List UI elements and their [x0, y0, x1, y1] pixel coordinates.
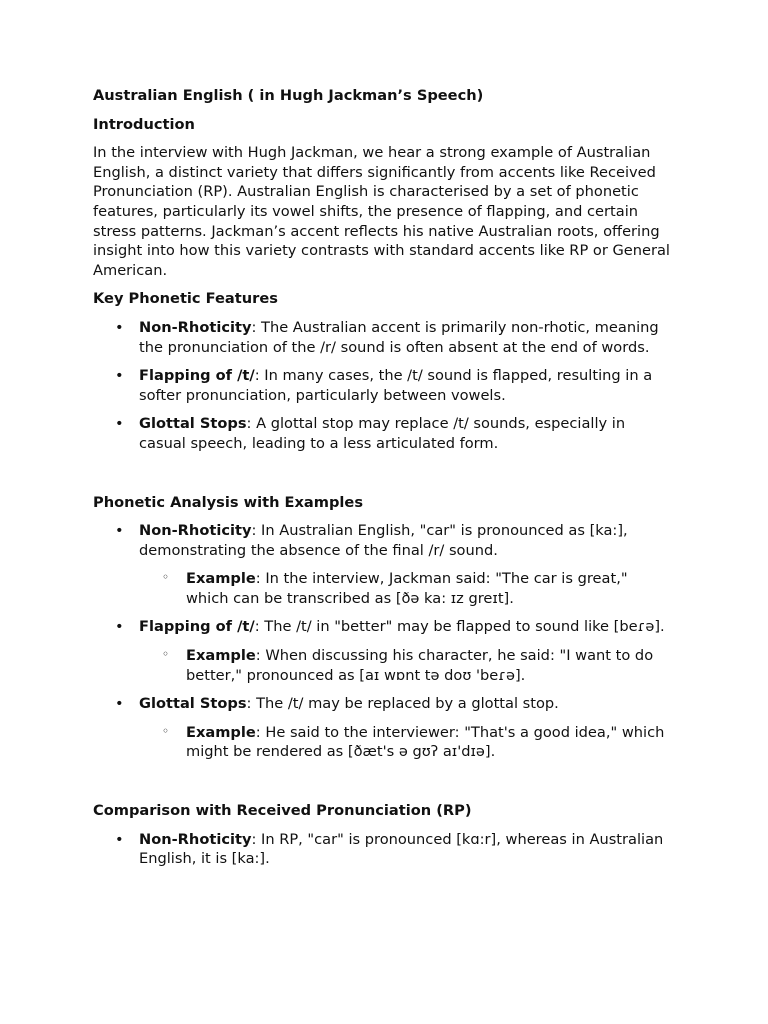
- list-item-text: : A glottal stop may replace /t/ sounds, especially in casual speech, leading to a less articulated form.: [139, 415, 626, 452]
- list-item-term: Non-Rhoticity: [139, 830, 252, 848]
- list-item: [93, 830, 673, 869]
- bullet-icon: •: [115, 695, 124, 713]
- bullet-icon: •: [115, 830, 124, 848]
- list-item-term: Non-Rhoticity: [139, 318, 252, 336]
- list-item-text: : The /t/ may be replaced by a glottal stop.: [246, 695, 559, 713]
- comparison-list: [93, 830, 673, 869]
- example-term: Example: [186, 723, 256, 741]
- example-text: : He said to the interviewer: "That's a good idea," which might be rendered as [ðæt's ə gʊʔ aɪ'dɪə].: [186, 723, 665, 761]
- section-spacer: [93, 771, 673, 801]
- document-title: Australian English ( in Hugh Jackman’s Speech): [93, 87, 484, 104]
- bullet-icon: •: [115, 522, 124, 540]
- list-item-text: : In RP, "car" is pronounced [kɑ:r], whereas in Australian English, it is [ka:].: [139, 830, 664, 868]
- sub-bullet-icon: ◦: [162, 723, 170, 738]
- list-item: [93, 521, 673, 608]
- example-list: [139, 723, 673, 762]
- list-item-text: : In Australian English, "car" is pronounced as [ka:], demonstrating the absence of the final /r/ sound.: [139, 522, 628, 559]
- section-heading-analysis: Phonetic Analysis with Examples: [93, 493, 364, 511]
- sub-bullet-icon: ◦: [162, 570, 170, 585]
- analysis-list: [93, 521, 673, 762]
- example-term: Example: [186, 647, 256, 665]
- list-item: [93, 414, 673, 453]
- bullet-icon: •: [115, 415, 124, 433]
- list-item-text: : The Australian accent is primarily non-rhotic, meaning the pronunciation of the /r/ sound is often absent at the end of words.: [139, 318, 659, 356]
- list-item: [93, 617, 673, 685]
- bullet-icon: •: [115, 367, 124, 385]
- list-item-term: Flapping of /t/: [139, 367, 255, 385]
- list-item: [93, 694, 673, 762]
- example-item: [139, 569, 673, 608]
- example-list: [139, 646, 673, 685]
- section-heading-comparison: Comparison with Received Pronunciation (RP): [93, 802, 472, 820]
- list-item-term: Glottal Stops: [139, 415, 247, 433]
- list-item-text: : The /t/ in "better" may be flapped to sound like [beɾə].: [254, 618, 665, 636]
- bullet-icon: •: [115, 618, 124, 636]
- example-text: : When discussing his character, he said: "I want to do better," pronounced as [aɪ wɒnt tə doʊ 'beɾə].: [186, 647, 654, 684]
- list-item: [93, 366, 673, 405]
- example-item: [139, 646, 673, 685]
- list-item-text: : In many cases, the /t/ sound is flapped, resulting in a softer pronunciation, particularly between vowels.: [139, 367, 653, 404]
- key-features-list: [93, 318, 673, 454]
- example-item: [139, 723, 673, 762]
- section-heading-introduction: Introduction: [93, 115, 195, 133]
- example-text: : In the interview, Jackman said: "The car is great," which can be transcribed as [ðə ka: ɪz greɪt].: [186, 570, 628, 607]
- document-page: [93, 86, 673, 878]
- list-item-term: Flapping of /t/: [139, 618, 255, 636]
- example-term: Example: [186, 570, 256, 588]
- bullet-icon: •: [115, 318, 124, 336]
- section-heading-key-features: Key Phonetic Features: [93, 290, 278, 308]
- section-spacer: [93, 463, 673, 493]
- intro-paragraph: In the interview with Hugh Jackman, we hear a strong example of Australian English, a distinct variety that differs significantly from accents like Received Pronunciation (RP). Australian English is characterised by a set of phonetic features, particularly its vowel shifts, the presence of flapping, and certain stress patterns. Jackman’s accent reflects his native Australian roots, offering insight into how this variety contrasts with standard accents like RP or General American.: [93, 144, 670, 279]
- sub-bullet-icon: ◦: [162, 647, 170, 662]
- list-item-term: Glottal Stops: [139, 695, 247, 713]
- list-item: [93, 318, 673, 357]
- example-list: [139, 569, 673, 608]
- list-item-term: Non-Rhoticity: [139, 522, 252, 540]
